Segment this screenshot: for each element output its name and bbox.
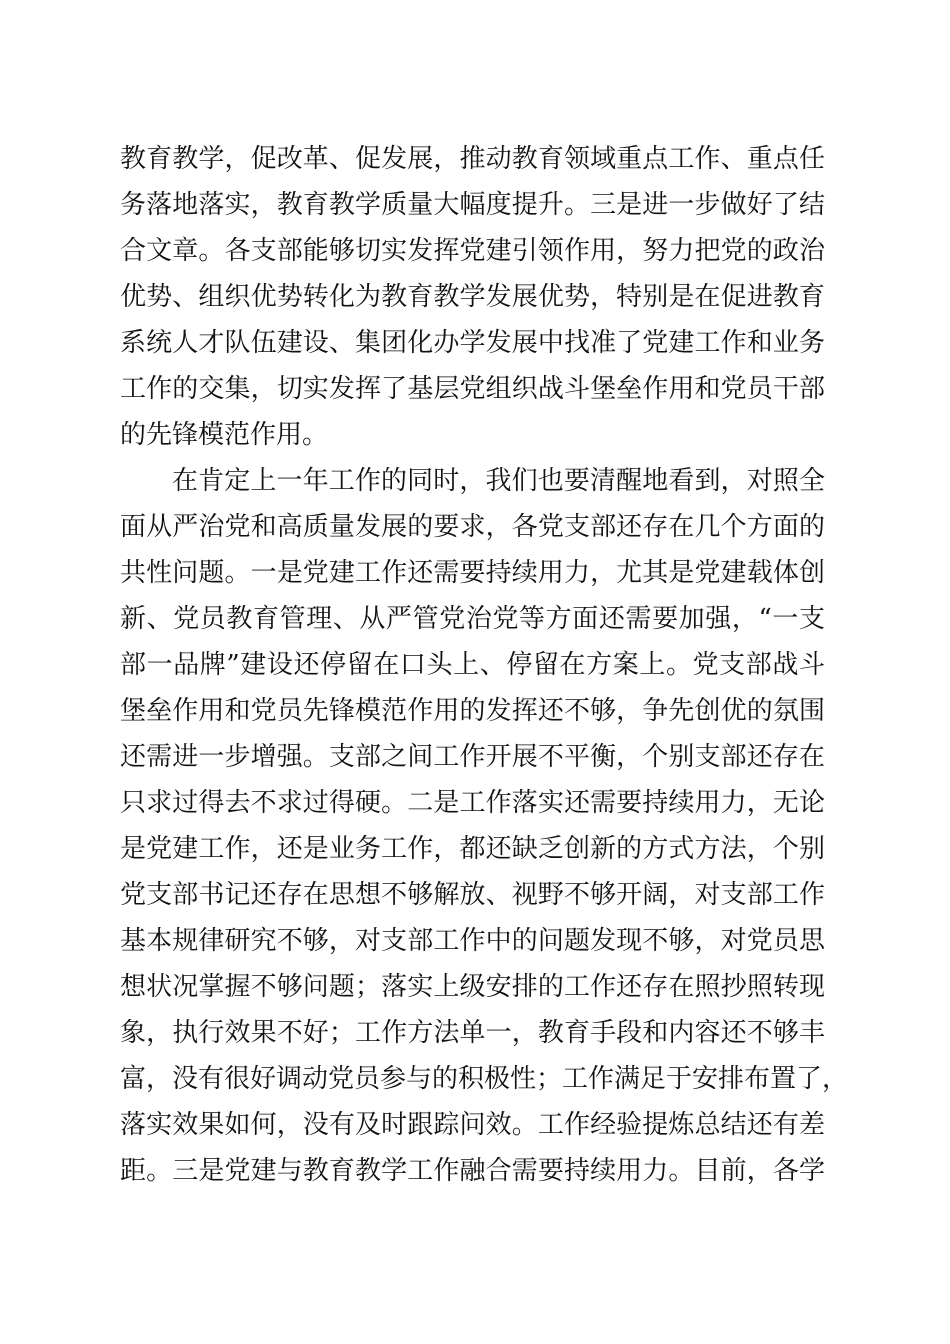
text-line: 工作的交集，切实发挥了基层党组织战斗堡垒作用和党员干部: [120, 374, 825, 404]
text-line: 距。三是党建与教育教学工作融合需要持续用力。目前，各学: [120, 1156, 825, 1186]
text-line: 想状况掌握不够问题；落实上级安排的工作还存在照抄照转现: [120, 972, 825, 1002]
text-line: 教育教学，促改革、促发展，推动教育领域重点工作、重点任: [120, 144, 825, 174]
text-line: 部一品牌”建设还停留在口头上、停留在方案上。党支部战斗: [120, 650, 825, 680]
text-line: 共性问题。一是党建工作还需要持续用力，尤其是党建载体创: [120, 558, 825, 588]
text-line: 优势、组织优势转化为教育教学发展优势，特别是在促进教育: [120, 282, 825, 312]
text-line: 基本规律研究不够，对支部工作中的问题发现不够，对党员思: [120, 926, 825, 956]
text-line: 的先锋模范作用。: [120, 420, 329, 450]
text-line: 只求过得去不求过得硬。二是工作落实还需要持续用力，无论: [120, 788, 825, 818]
text-line: 合文章。各支部能够切实发挥党建引领作用，努力把党的政治: [120, 236, 825, 266]
text-line: 还需进一步增强。支部之间工作开展不平衡，个别支部还存在: [120, 742, 825, 772]
paragraph-first-line: 在肯定上一年工作的同时，我们也要清醒地看到，对照全: [172, 466, 825, 496]
text-line: 是党建工作，还是业务工作，都还缺乏创新的方式方法，个别: [120, 834, 825, 864]
text-line: 堡垒作用和党员先锋模范作用的发挥还不够，争先创优的氛围: [120, 696, 825, 726]
text-line: 富，没有很好调动党员参与的积极性；工作满足于安排布置了，: [120, 1064, 849, 1094]
text-line: 面从严治党和高质量发展的要求，各党支部还存在几个方面的: [120, 512, 825, 542]
text-line: 党支部书记还存在思想不够解放、视野不够开阔，对支部工作: [120, 880, 825, 910]
text-line: 象，执行效果不好；工作方法单一，教育手段和内容还不够丰: [120, 1018, 825, 1048]
document-body: [120, 136, 849, 1194]
text-line: 系统人才队伍建设、集团化办学发展中找准了党建工作和业务: [120, 328, 825, 358]
text-line: 务落地落实，教育教学质量大幅度提升。三是进一步做好了结: [120, 190, 825, 220]
text-line: 落实效果如何，没有及时跟踪问效。工作经验提炼总结还有差: [120, 1110, 825, 1140]
text-line: 新、党员教育管理、从严管党治党等方面还需要加强，“一支: [120, 604, 825, 634]
